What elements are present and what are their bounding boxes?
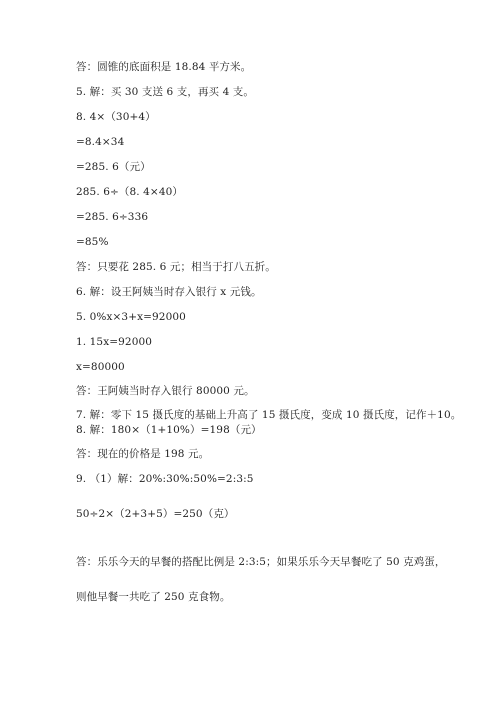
equation-line: 1. 15x=92000 xyxy=(76,336,153,348)
equation-line: =285. 6（元） xyxy=(76,161,151,173)
answer-line-breakfast: 答：乐乐今天的早餐的搭配比例是 2:3:5；如果乐乐今天早餐吃了 50 克鸡蛋， xyxy=(76,556,446,568)
answer-line-total-food: 则他早餐一共吃了 250 克食物。 xyxy=(76,591,231,603)
equation-line: 285. 6÷（8. 4×40） xyxy=(76,186,183,198)
solution-line-7: 7. 解：零下 15 摄氏度的基础上升高了 15 摄氏度，变成 10 摄氏度，记作＋10。 xyxy=(76,409,462,421)
solution-line-9: 9. （1）解：20%:30%:50%=2:3:5 xyxy=(76,473,254,485)
equation-line: =85% xyxy=(76,236,109,248)
equation-line: x=80000 xyxy=(76,361,125,373)
solution-line-5: 5. 解：买 30 支送 6 支，再买 4 支。 xyxy=(76,86,255,98)
solution-line-8: 8. 解：180×（1+10%）=198（元） xyxy=(76,424,262,436)
equation-line: 5. 0%x×3+x=92000 xyxy=(76,311,186,323)
equation-line: =285. 6÷336 xyxy=(76,211,149,223)
equation-line: 8. 4×（30+4） xyxy=(76,111,156,123)
solution-line-6: 6. 解：设王阿姨当时存入银行 x 元钱。 xyxy=(76,286,262,298)
answer-line-discount: 答：只要花 285. 6 元；相当于打八五折。 xyxy=(76,261,276,273)
equation-line: =8.4×34 xyxy=(76,136,125,148)
answer-line-cone-base-area: 答：圆锥的底面积是 18.84 平方米。 xyxy=(76,61,252,73)
answer-line-deposit: 答：王阿姨当时存入银行 80000 元。 xyxy=(76,385,255,397)
equation-line: 50÷2×（2+3+5）=250（克） xyxy=(76,508,235,520)
answer-line-price: 答：现在的价格是 198 元。 xyxy=(76,448,210,460)
